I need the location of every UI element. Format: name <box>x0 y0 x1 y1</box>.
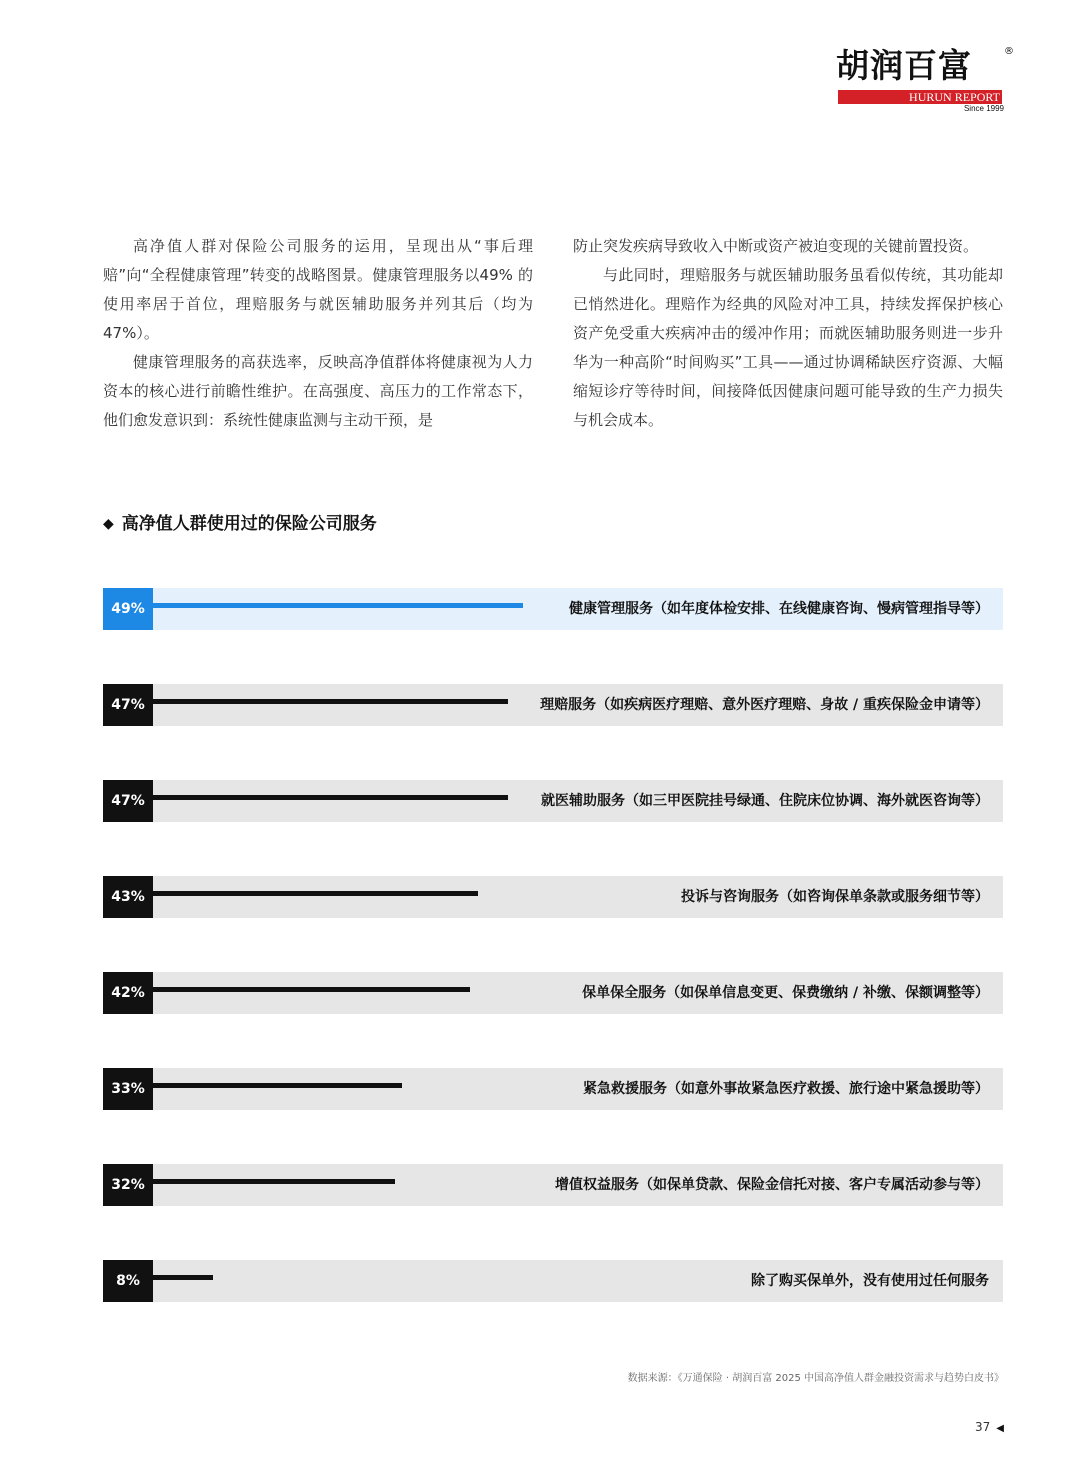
chart-bar <box>153 891 478 896</box>
section-title-text: 高净值人群使用过的保险公司服务 <box>121 514 377 534</box>
category-label: 紧急救援服务（如意外事故紧急医疗救援、旅行途中紧急援助等） <box>583 1081 989 1097</box>
category-label: 增值权益服务（如保单贷款、保险金信托对接、客户专属活动参与等） <box>555 1177 989 1193</box>
value-badge: 43% <box>103 876 153 918</box>
category-label: 保单保全服务（如保单信息变更、保费缴纳 / 补缴、保额调整等） <box>582 985 989 1001</box>
data-source-note: 数据来源：《万通保险 · 胡润百富 2025 中国高净值人群金融投资需求与趋势白皮书》 <box>627 1373 1004 1384</box>
page-number-text: 37 <box>975 1420 991 1434</box>
hurun-logo <box>836 46 1016 116</box>
category-label: 健康管理服务（如年度体检安排、在线健康咨询、慢病管理指导等） <box>569 601 989 617</box>
chart-row <box>103 684 1003 726</box>
chart-row <box>103 588 1003 630</box>
chart-bar <box>153 603 523 608</box>
section-title <box>103 512 377 536</box>
category-label: 理赔服务（如疾病医疗理赔、意外医疗理赔、身故 / 重疾保险金申请等） <box>540 697 989 713</box>
page-number <box>975 1420 1004 1434</box>
logo-cn-text: 胡润百富 <box>836 46 972 85</box>
category-label: 就医辅助服务（如三甲医院挂号绿通、住院床位协调、海外就医咨询等） <box>541 793 989 809</box>
chart-row <box>103 780 1003 822</box>
value-badge: 32% <box>103 1164 153 1206</box>
body-column-right <box>573 232 1003 435</box>
chart-row <box>103 876 1003 918</box>
category-label: 除了购买保单外，没有使用过任何服务 <box>751 1273 989 1289</box>
chart-row <box>103 972 1003 1014</box>
body-paragraph: 健康管理服务的高获选率，反映高净值群体将健康视为人力资本的核心进行前瞻性维护。在高强度、高压力的工作常态下，他们愈发意识到：系统性健康监测与主动干预，是 <box>103 353 533 429</box>
body-column-left <box>103 232 533 435</box>
diamond-icon: ◆ <box>103 516 114 532</box>
chart-bar <box>153 1275 213 1280</box>
value-badge: 47% <box>103 684 153 726</box>
chart-row <box>103 1164 1003 1206</box>
category-label: 投诉与咨询服务（如咨询保单条款或服务细节等） <box>681 889 989 905</box>
value-badge: 42% <box>103 972 153 1014</box>
value-badge: 33% <box>103 1068 153 1110</box>
body-paragraph: 高净值人群对保险公司服务的运用，呈现出从“事后理赔”向“全程健康管理”转变的战略图景。健康管理服务以49% 的使用率居于首位，理赔服务与就医辅助服务并列其后（均为 47%）。 <box>103 237 533 342</box>
logo-since-text: Since 1999 <box>963 104 1004 113</box>
body-paragraph: 与此同时，理赔服务与就医辅助服务虽看似传统，其功能却已悄然进化。理赔作为经典的风险对冲工具，持续发挥保护核心资产免受重大疾病冲击的缓冲作用；而就医辅助服务则进一步升华为一种高阶“时间购买”工具——通过协调稀缺医疗资源、大幅缩短诊疗等待时间，间接降低因健康问题可能导致的生产力损失与机会成本。 <box>573 266 1003 429</box>
value-badge: 49% <box>103 588 153 630</box>
chart-bar <box>153 1179 395 1184</box>
value-badge: 47% <box>103 780 153 822</box>
chart-row <box>103 1068 1003 1110</box>
chart-row <box>103 1260 1003 1302</box>
registered-mark: ® <box>1004 46 1014 57</box>
logo-en-text: HURUN REPORT <box>838 90 1002 104</box>
chart-bar <box>153 699 508 704</box>
chart-bar <box>153 795 508 800</box>
body-paragraph: 防止突发疾病导致收入中断或资产被迫变现的关键前置投资。 <box>573 237 979 255</box>
page-marker-icon: ◀ <box>996 1423 1004 1434</box>
chart-bar <box>153 1083 402 1088</box>
chart-bar <box>153 987 470 992</box>
value-badge: 8% <box>103 1260 153 1302</box>
